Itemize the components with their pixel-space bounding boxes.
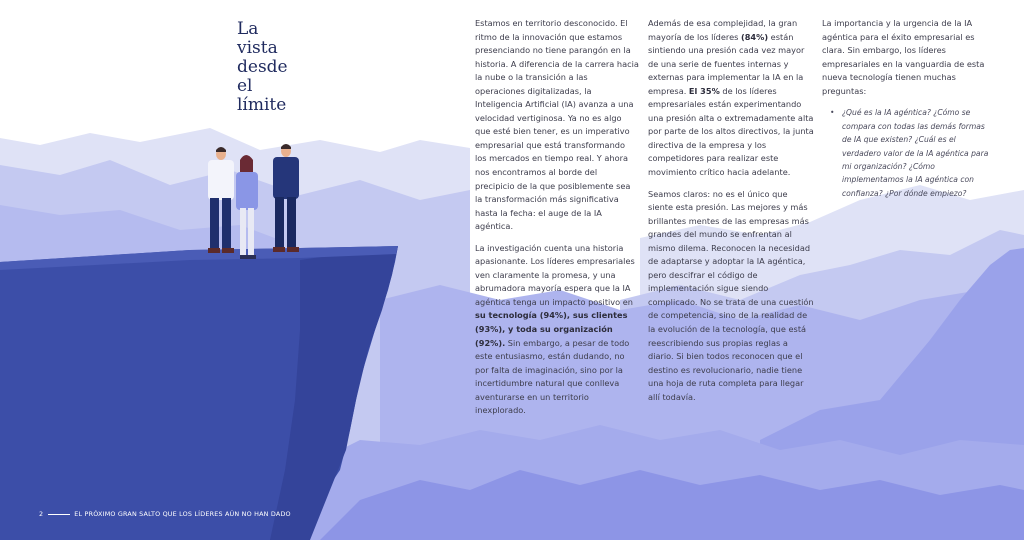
text-run: La investigación cuenta una historia apasionante. Los líderes empresariales ven claramente la promesa, y una abrumadora mayoría espera que la IA agéntica tenga un impacto positivo en (475, 242, 635, 307)
text-run: Sin embargo, a pesar de todo este entusiasmo, están dudando, no por falta de imaginación, sino por la incertidumbre natural que conlleva aventurarse en un territorio inexplorado. (475, 337, 630, 416)
text-run: de los líderes empresariales están experimentando una presión alta o extremadamente alta por parte de los altos directivos, la junta directiva de la empresa y los competidores para realizar este movimiento crítico hacia adelante. (648, 85, 814, 178)
page-footer (39, 510, 291, 518)
list-item: • ¿Qué es la IA agéntica? ¿Cómo se compara con todas las demás formas de IA que existen? ¿Cuál es el verdadero valor de la IA agéntica para mi organización? ¿Cómo implementamos la IA agéntica con confianza? ¿Por dónde empiezo? (830, 106, 990, 200)
section-title (237, 20, 288, 115)
paragraph: Estamos en territorio desconocido. El ritmo de la innovación que estamos presenciando no tiene parangón en la historia. A diferencia de la carrera hacia la nube o la transición a las operaciones digitalizadas, la Inteligencia Artificial (IA) avanza a una velocidad vertiginosa. Ya no es algo que esté bien tener, es un imperativo empresarial que está transformando los mercados en tiempo real. Y ahora nos encontramos al borde del precipicio de la que posiblemente sea la transformación más significativa hasta la fecha: el auge de la IA agéntica. (475, 18, 639, 232)
highlighted-statistic: El 35% (688, 85, 720, 96)
title-line: desde (237, 57, 288, 77)
running-title: EL PRÓXIMO GRAN SALTO QUE LOS LÍDERES AÚN NO HAN DADO (74, 510, 291, 518)
text-column-2 (648, 17, 814, 412)
page-number: 2 (39, 510, 44, 518)
text-run: están sintiendo una presión cada vez mayor de una serie de fuentes internas y externas para implementar la IA en la empresa. (648, 31, 805, 96)
text-column-3 (822, 17, 990, 200)
title-line: límite (237, 95, 287, 115)
title-line: La (237, 19, 259, 39)
paragraph (475, 242, 639, 418)
highlighted-statistic: (84%) (740, 31, 769, 42)
paragraph (648, 17, 814, 180)
highlighted-statistic: su tecnología (94%), sus clientes (93%), y toda su organización (92%). (475, 310, 628, 348)
questions-list (822, 106, 990, 200)
paragraph: La importancia y la urgencia de la IA agéntica para el éxito empresarial es clara. Sin embargo, los líderes empresariales en la vanguardia de esta nueva tecnología tienen muchas preguntas: (822, 18, 985, 96)
title-line: vista (237, 38, 278, 58)
footer-divider (48, 514, 70, 515)
text-run: Además de esa complejidad, la gran mayoría de los líderes (648, 18, 798, 42)
paragraph: Seamos claros: no es el único que siente esta presión. Las mejores y más brillantes mentes de las empresas más grandes del mundo se enfrentan al mismo dilema. Reconocen la necesidad de adaptarse y adoptar la IA agéntica, pero descifrar el código de implementación sigue siendo complicado. No se trata de una cuestión de competencia, sino de la realidad de la evolución de la tecnología, que está reescribiendo sus propias reglas a diario. Si bien todos reconocen que el destino es revolucionario, nadie tiene una hoja de ruta completa para llegar allí todavía. (648, 188, 814, 402)
text-column-1 (475, 17, 639, 426)
title-line: el (237, 76, 253, 96)
